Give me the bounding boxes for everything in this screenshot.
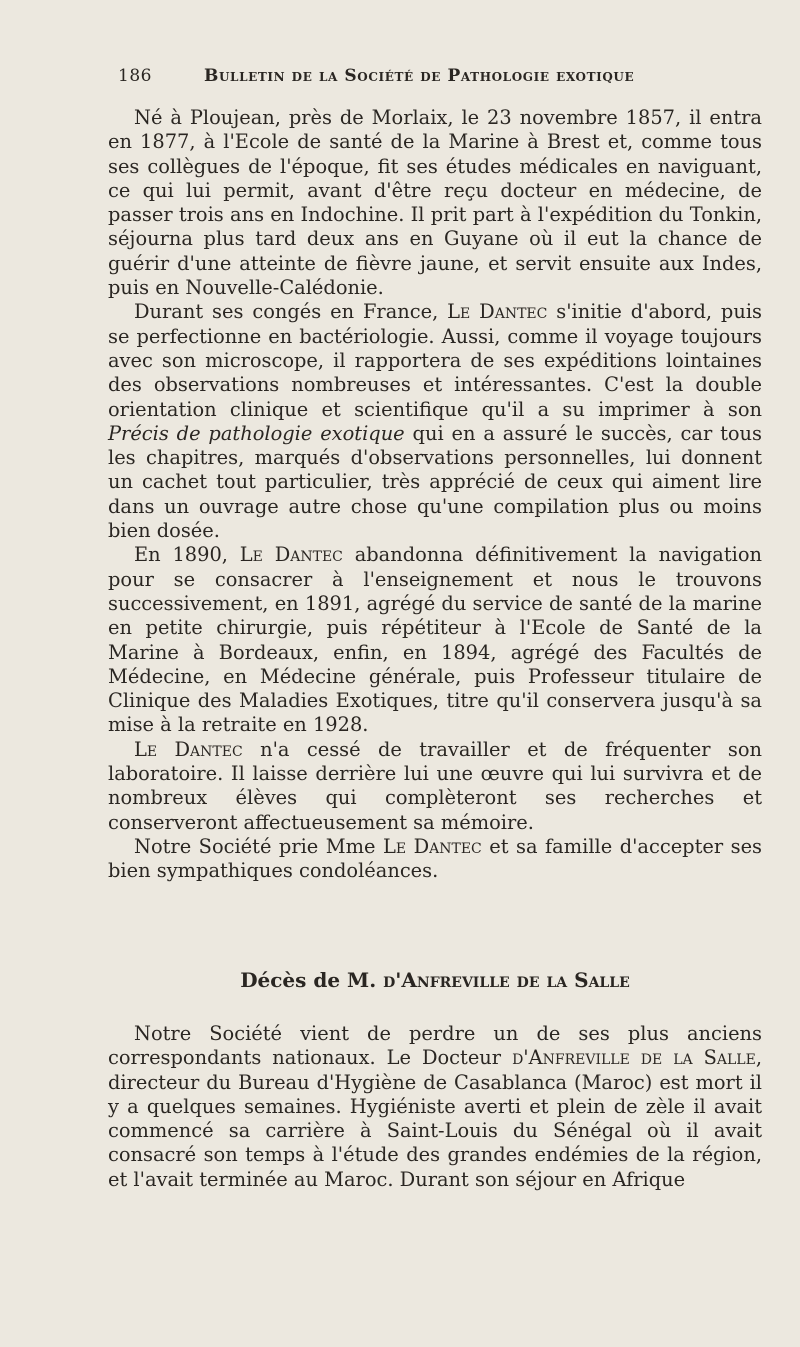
- paragraph: Né à Ploujean, près de Morlaix, le 23 novembre 1857, il entra en 1877, à l'Ecole de santé de la Marine à Brest et, comme tous ses collègues de l'époque, fit ses études médicales en naviguant, ce qui lui permit, avant d'être reçu docteur en médecine, de passer trois ans en Indochine. Il prit part à l'expédition du Tonkin, séjourna plus tard deux ans en Guyane où il eut la chance de guérir d'une atteinte de fièvre jaune, et servit ensuite aux Indes, puis en Nouvelle-Calédonie.: [108, 106, 762, 300]
- obituary-le-dantec: [108, 106, 762, 884]
- person-name: Le Dantec: [382, 834, 482, 858]
- obituary-anfreville: [108, 1022, 762, 1192]
- person-name: d'Anfreville de la Salle: [383, 968, 630, 992]
- person-name: Le Dantec: [447, 300, 548, 324]
- paragraph: Durant ses congés en France, Le Dantec s'initie d'abord, puis se perfectionne en bactériologie. Aussi, comme il voyage toujours avec son microscope, il rapportera de ses expéditions lointaines des observations nombreuses et intéressantes. C'est la double orientation clinique et scientifique qu'il a su imprimer à son Précis de pathologie exotique qui en a assuré le succès, car tous les chapitres, marqués d'observations personnelles, lui donnent un cachet tout particulier, très apprécié de ceux qui aiment lire dans un ouvrage autre chose qu'une compilation plus ou moins bien dosée.: [108, 300, 762, 543]
- person-name: d'Anfreville de la Salle: [512, 1046, 756, 1070]
- book-title: Précis de pathologie exotique: [108, 421, 405, 445]
- person-name: Le Dantec: [134, 737, 243, 761]
- paragraph: Notre Société vient de perdre un de ses plus anciens correspondants nationaux. Le Docteur d'Anfreville de la Salle, directeur du Bureau d'Hygiène de Casablanca (Maroc) est mort il y a quelques semaines. Hygiéniste averti et plein de zèle il avait commencé sa carrière à Saint-Louis du Sénégal où il avait consacré son temps à l'étude des grandes endémies de la région, et l'avait terminée au Maroc. Durant son séjour en Afrique: [108, 1022, 762, 1191]
- section-heading: Décès de M. d'Anfreville de la Salle: [240, 968, 630, 992]
- paragraph: Notre Société prie Mme Le Dantec et sa famille d'accepter ses bien sympathiques condoléances.: [108, 834, 763, 883]
- person-name: Le Dantec: [239, 543, 343, 567]
- running-title: Bulletin de la Société de Pathologie exotique: [204, 66, 635, 86]
- paragraph: En 1890, Le Dantec abandonna définitivement la navigation pour se consacrer à l'enseignement et nous le trouvons successivement, en 1891, agrégé du service de santé de la marine en petite chirurgie, puis répétiteur à l'Ecole de Santé de la Marine à Bordeaux, enfin, en 1894, agrégé des Facultés de Médecine, en Médecine générale, puis Professeur titulaire de Clinique des Maladies Exotiques, titre qu'il conservera jusqu'à sa mise à la retraite en 1928.: [108, 543, 762, 737]
- paragraph: Le Dantec n'a cessé de travailler et de fréquenter son laboratoire. Il laisse derrière lui une œuvre qui lui survivra et de nombreux élèves qui complèteront ses recherches et conserveront affectueusement sa mémoire.: [108, 737, 763, 834]
- page-number: 186: [118, 66, 152, 86]
